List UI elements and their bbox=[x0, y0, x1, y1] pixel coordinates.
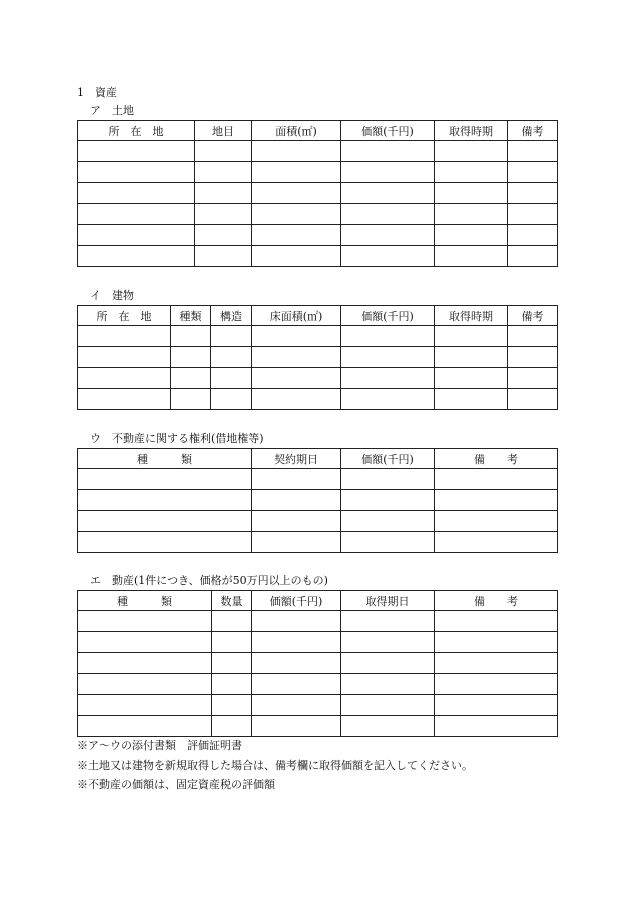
table-cell[interactable] bbox=[78, 469, 252, 490]
table-row bbox=[78, 632, 558, 653]
table-cell[interactable] bbox=[211, 326, 252, 347]
table-cell[interactable] bbox=[341, 347, 435, 368]
table-row bbox=[78, 368, 558, 389]
table-cell[interactable] bbox=[435, 695, 558, 716]
table-cell[interactable] bbox=[78, 246, 195, 267]
movables-header-value: 価額(千円) bbox=[252, 591, 341, 611]
table-cell[interactable] bbox=[252, 532, 341, 553]
table-cell[interactable] bbox=[341, 326, 435, 347]
table-cell[interactable] bbox=[252, 490, 341, 511]
table-cell[interactable] bbox=[435, 611, 558, 632]
table-cell[interactable] bbox=[171, 326, 211, 347]
table-cell[interactable] bbox=[252, 225, 341, 246]
table-cell[interactable] bbox=[435, 511, 558, 532]
table-cell[interactable] bbox=[252, 511, 341, 532]
movables-table bbox=[77, 590, 558, 737]
table-row bbox=[78, 611, 558, 632]
land-header-acquired: 取得時期 bbox=[435, 121, 508, 141]
table-cell[interactable] bbox=[78, 326, 171, 347]
table-cell[interactable] bbox=[435, 347, 508, 368]
table-row bbox=[78, 511, 558, 532]
table-row bbox=[78, 469, 558, 490]
table-cell[interactable] bbox=[341, 490, 435, 511]
movables-title: エ 動産(1件につき、価格が50万円以上のもの) bbox=[90, 574, 328, 587]
table-cell[interactable] bbox=[195, 183, 252, 204]
table-cell[interactable] bbox=[195, 141, 252, 162]
building-table bbox=[77, 305, 558, 410]
table-cell[interactable] bbox=[78, 162, 195, 183]
table-cell[interactable] bbox=[252, 368, 341, 389]
table-cell[interactable] bbox=[195, 225, 252, 246]
note-valuation: ※不動産の価額は、固定資産税の評価額 bbox=[77, 778, 275, 791]
table-cell[interactable] bbox=[78, 695, 212, 716]
building-header-type: 種類 bbox=[171, 306, 211, 326]
table-cell[interactable] bbox=[341, 469, 435, 490]
table-row bbox=[78, 246, 558, 267]
table-cell[interactable] bbox=[508, 347, 558, 368]
note-attachments: ※ア～ウの添付書類 評価証明書 bbox=[77, 739, 242, 752]
table-cell[interactable] bbox=[211, 347, 252, 368]
land-header-row bbox=[78, 121, 558, 141]
table-row bbox=[78, 695, 558, 716]
table-row bbox=[78, 653, 558, 674]
table-cell[interactable] bbox=[171, 347, 211, 368]
building-header-floor-area: 床面積(㎡) bbox=[252, 306, 341, 326]
table-cell[interactable] bbox=[435, 162, 508, 183]
table-cell[interactable] bbox=[171, 389, 211, 410]
land-header-area: 面積(㎡) bbox=[252, 121, 341, 141]
building-header-structure: 構造 bbox=[211, 306, 252, 326]
rights-header-row bbox=[78, 449, 558, 469]
table-cell[interactable] bbox=[435, 469, 558, 490]
table-cell[interactable] bbox=[508, 326, 558, 347]
table-cell[interactable] bbox=[252, 695, 341, 716]
table-row bbox=[78, 532, 558, 553]
table-cell[interactable] bbox=[78, 389, 171, 410]
table-cell[interactable] bbox=[508, 225, 558, 246]
land-header-remarks: 備考 bbox=[508, 121, 558, 141]
building-header-row bbox=[78, 306, 558, 326]
table-cell[interactable] bbox=[212, 695, 252, 716]
table-cell[interactable] bbox=[341, 225, 435, 246]
table-cell[interactable] bbox=[252, 347, 341, 368]
table-cell[interactable] bbox=[341, 632, 435, 653]
table-cell[interactable] bbox=[252, 653, 341, 674]
building-header-acquired: 取得時期 bbox=[435, 306, 508, 326]
table-cell[interactable] bbox=[78, 716, 212, 737]
table-cell[interactable] bbox=[78, 511, 252, 532]
table-row bbox=[78, 674, 558, 695]
table-cell[interactable] bbox=[78, 368, 171, 389]
table-cell[interactable] bbox=[78, 532, 252, 553]
table-row bbox=[78, 347, 558, 368]
table-cell[interactable] bbox=[435, 368, 508, 389]
table-cell[interactable] bbox=[211, 368, 252, 389]
movables-header-type: 種 類 bbox=[78, 591, 212, 611]
table-cell[interactable] bbox=[435, 532, 558, 553]
table-cell[interactable] bbox=[78, 632, 212, 653]
building-header-remarks: 備考 bbox=[508, 306, 558, 326]
movables-header-acquired: 取得期日 bbox=[341, 591, 435, 611]
table-cell[interactable] bbox=[195, 246, 252, 267]
table-cell[interactable] bbox=[508, 368, 558, 389]
table-cell[interactable] bbox=[78, 183, 195, 204]
table-cell[interactable] bbox=[195, 162, 252, 183]
table-cell[interactable] bbox=[78, 611, 212, 632]
section-title: 1 資産 bbox=[77, 86, 117, 99]
table-cell[interactable] bbox=[78, 141, 195, 162]
table-cell[interactable] bbox=[171, 368, 211, 389]
table-cell[interactable] bbox=[435, 389, 508, 410]
table-cell[interactable] bbox=[252, 716, 341, 737]
rights-table bbox=[77, 448, 558, 553]
land-header-category: 地目 bbox=[195, 121, 252, 141]
table-cell[interactable] bbox=[252, 204, 341, 225]
table-cell[interactable] bbox=[341, 246, 435, 267]
rights-header-type: 種 類 bbox=[78, 449, 252, 469]
building-title: イ 建物 bbox=[90, 289, 134, 302]
table-cell[interactable] bbox=[212, 653, 252, 674]
land-header-value: 価額(千円) bbox=[341, 121, 435, 141]
table-cell[interactable] bbox=[435, 204, 508, 225]
table-cell[interactable] bbox=[435, 653, 558, 674]
table-cell[interactable] bbox=[78, 490, 252, 511]
movables-header-quantity: 数量 bbox=[212, 591, 252, 611]
table-cell[interactable] bbox=[435, 490, 558, 511]
table-cell[interactable] bbox=[435, 246, 508, 267]
table-cell[interactable] bbox=[341, 141, 435, 162]
table-cell[interactable] bbox=[252, 162, 341, 183]
table-row bbox=[78, 141, 558, 162]
table-cell[interactable] bbox=[341, 183, 435, 204]
table-cell[interactable] bbox=[212, 632, 252, 653]
table-cell[interactable] bbox=[341, 532, 435, 553]
table-cell[interactable] bbox=[435, 225, 508, 246]
table-cell[interactable] bbox=[508, 204, 558, 225]
movables-header-remarks: 備 考 bbox=[435, 591, 558, 611]
land-table bbox=[77, 120, 558, 267]
table-cell[interactable] bbox=[341, 674, 435, 695]
land-header-location: 所 在 地 bbox=[78, 121, 195, 141]
table-cell[interactable] bbox=[435, 183, 508, 204]
note-new-acquisition: ※土地又は建物を新規取得した場合は、備考欄に取得価額を記入してください。 bbox=[77, 759, 473, 772]
table-cell[interactable] bbox=[78, 653, 212, 674]
table-cell[interactable] bbox=[252, 469, 341, 490]
table-cell[interactable] bbox=[435, 326, 508, 347]
table-cell[interactable] bbox=[211, 389, 252, 410]
table-cell[interactable] bbox=[252, 674, 341, 695]
rights-header-remarks: 備 考 bbox=[435, 449, 558, 469]
table-row bbox=[78, 389, 558, 410]
rights-header-value: 価額(千円) bbox=[341, 449, 435, 469]
building-header-location: 所 在 地 bbox=[78, 306, 171, 326]
table-cell[interactable] bbox=[341, 389, 435, 410]
table-cell[interactable] bbox=[341, 716, 435, 737]
table-cell[interactable] bbox=[252, 611, 341, 632]
table-row bbox=[78, 183, 558, 204]
table-cell[interactable] bbox=[341, 162, 435, 183]
table-cell[interactable] bbox=[435, 632, 558, 653]
table-cell[interactable] bbox=[252, 632, 341, 653]
table-row bbox=[78, 490, 558, 511]
table-cell[interactable] bbox=[78, 347, 171, 368]
table-cell[interactable] bbox=[435, 674, 558, 695]
table-cell[interactable] bbox=[212, 716, 252, 737]
table-cell[interactable] bbox=[78, 674, 212, 695]
table-cell[interactable] bbox=[252, 141, 341, 162]
table-cell[interactable] bbox=[341, 695, 435, 716]
table-cell[interactable] bbox=[435, 716, 558, 737]
land-title: ア 土地 bbox=[90, 104, 134, 117]
table-cell[interactable] bbox=[508, 162, 558, 183]
table-cell[interactable] bbox=[252, 246, 341, 267]
table-cell[interactable] bbox=[252, 389, 341, 410]
table-cell[interactable] bbox=[252, 326, 341, 347]
movables-header-row bbox=[78, 591, 558, 611]
table-cell[interactable] bbox=[508, 389, 558, 410]
table-cell[interactable] bbox=[78, 225, 195, 246]
building-header-value: 価額(千円) bbox=[341, 306, 435, 326]
table-cell[interactable] bbox=[212, 611, 252, 632]
table-row bbox=[78, 326, 558, 347]
table-row bbox=[78, 162, 558, 183]
table-cell[interactable] bbox=[252, 183, 341, 204]
table-cell[interactable] bbox=[508, 141, 558, 162]
table-row bbox=[78, 225, 558, 246]
table-cell[interactable] bbox=[341, 368, 435, 389]
rights-title: ウ 不動産に関する権利(借地権等) bbox=[90, 432, 264, 445]
table-cell[interactable] bbox=[212, 674, 252, 695]
rights-header-contract-date: 契約期日 bbox=[252, 449, 341, 469]
table-cell[interactable] bbox=[78, 204, 195, 225]
table-cell[interactable] bbox=[508, 183, 558, 204]
table-cell[interactable] bbox=[341, 611, 435, 632]
table-cell[interactable] bbox=[195, 204, 252, 225]
table-row bbox=[78, 204, 558, 225]
table-cell[interactable] bbox=[508, 246, 558, 267]
table-row bbox=[78, 716, 558, 737]
table-cell[interactable] bbox=[341, 511, 435, 532]
table-cell[interactable] bbox=[435, 141, 508, 162]
table-cell[interactable] bbox=[341, 653, 435, 674]
table-cell[interactable] bbox=[341, 204, 435, 225]
